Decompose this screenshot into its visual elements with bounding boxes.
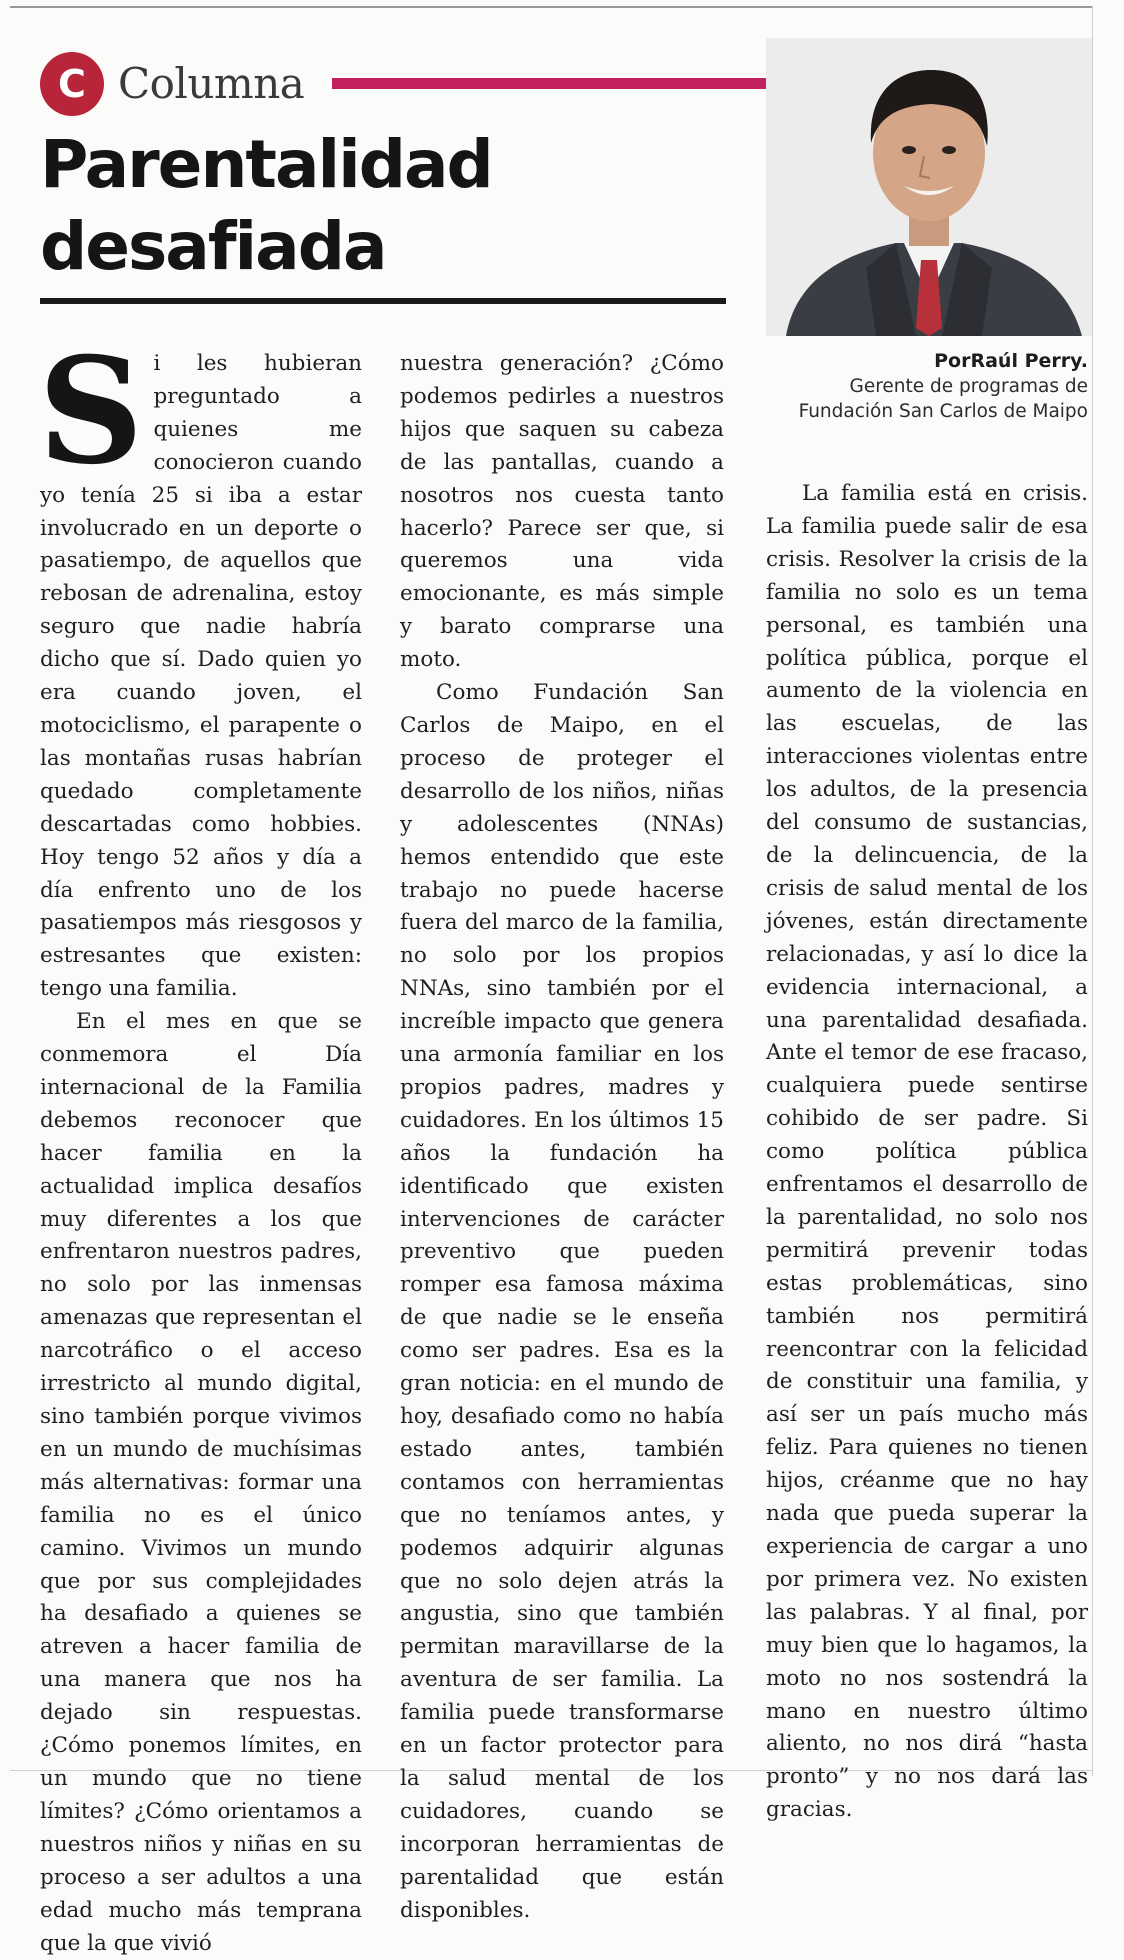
section-label: Columna (118, 59, 305, 108)
paragraph-family-day: En el mes en que se conmemora el Día internacional de la Familia debemos reconocer que hacer familia en la actualidad implica desafíos muy diferentes a los que enfrentaron nuestros padres, no solo por las inmensas amenazas que representan el narcotráfico o el acceso irrestricto al mundo digital, sino también porque vivimos en un mundo de muchísimas más alternativas: formar una familia no es el único camino. Vivimos un mundo que por sus complejidades ha desafiado a quienes se atreven a hacer familia de una manera que nos ha dejado sin respuestas. ¿Cómo ponemos límites, en un mundo que no tiene límites? ¿Cómo orientamos a nuestros niños y niñas en su proceso a ser adultos a una edad mucho más temprana que la que vivió (40, 1009, 362, 1956)
author-role-line2: Fundación San Carlos de Maipo (798, 401, 1088, 422)
headline-rule (40, 298, 726, 304)
author-name: PorRaúl Perry. (934, 350, 1088, 372)
byline (752, 348, 1088, 424)
section-rule (332, 78, 766, 89)
paragraph-crisis: La familia está en crisis. La familia puede salir de esa crisis. Resolver la crisis de la familia no solo es un tema personal, es también una política pública, porque el aumento de la violencia en las escuelas, de las interacciones violentas entre los adultos, de la presencia del consumo de sustancias, de la delincuencia, de la crisis de salud mental de los jóvenes, están directamente relacionadas, y así lo dice la evidencia internacional, a una parentalidad desafiada. Ante el temor de ese fracaso, cualquiera puede sentirse cohibido de ser padre. Si como política pública enfrentamos el desarrollo de la parentalidad, no solo nos permitirá prevenir todas estas problemáticas, sino también nos permitirá reencontrar con la felicidad de constituir una familia, y así ser un país mucho más feliz. Para quienes no tienen hijos, créanme que no hay nada que pueda superar la experiencia de cargar a uno por primera vez. No existen las palabras. Y al final, por muy bien que lo hagamos, la moto no nos sostendrá la mano en nuestro último aliento, no nos dirá “hasta pronto” y no nos dará las gracias. (766, 481, 1088, 1823)
right-border (1092, 6, 1093, 1776)
top-border (10, 6, 1092, 8)
section-badge: C (40, 52, 104, 116)
dropcap: S (38, 326, 144, 497)
section-header (40, 46, 766, 106)
headline: Parentalidad desafiada (40, 126, 492, 285)
paragraph-foundation: Como Fundación San Carlos de Maipo, en el proceso de proteger el desarrollo de los niños, niñas y adolescentes (NNAs) hemos entendido que este trabajo no puede hacerse fuera del marco de la familia, no solo por los propios NNAs, sino también por el increíble impacto que genera una armonía familiar en los propios padres, madres y cuidadores. En los últimos 15 años la fundación ha identificado que existen intervenciones de carácter preventivo que pueden romper esa famosa máxima de que nadie se le enseña como ser padres. Esa es la gran noticia: en el mundo de hoy, desafiado como no había estado antes, también contamos con herramientas que no teníamos antes, y podemos adquirir algunas que no solo dejen atrás la angustia, sino que también permitan maravillarse de la aventura de ser familia. La familia puede transformarse en un factor protector para la salud mental de los cuidadores, cuando se incorporan herramientas de parentalidad que están disponibles. (400, 680, 724, 1923)
article-column-1 (38, 326, 362, 1960)
article-column-3 (766, 478, 1088, 1827)
paragraph-intro-text: i les hubieran preguntado a quienes me conocieron cuando yo tenía 25 si iba a estar involucrado en un deporte o pasatiempo, de aquellos que rebosan de adrenalina, estoy seguro que nadie habría dicho que sí. Dado quien yo era cuando joven, el motociclismo, el parapente o las montañas rusas habrían quedado completamente descartadas como hobbies. Hoy tengo 52 años y día a día enfrento uno de los pasatiempos más riesgosos y estresantes que existen: tengo una familia. (40, 351, 362, 1002)
author-role-line1: Gerente de programas de (849, 376, 1088, 397)
paragraph-generation: nuestra generación? ¿Cómo podemos pedirles a nuestros hijos que saquen su cabeza de las pantallas, cuando a nosotros nos cuesta tanto hacerlo? Parece ser que, si queremos una vida emocionante, es más simple y barato comprarse una moto. (400, 351, 724, 673)
article-column-2 (400, 348, 724, 1928)
author-portrait-icon (766, 38, 1092, 336)
paragraph-intro (38, 326, 362, 1006)
